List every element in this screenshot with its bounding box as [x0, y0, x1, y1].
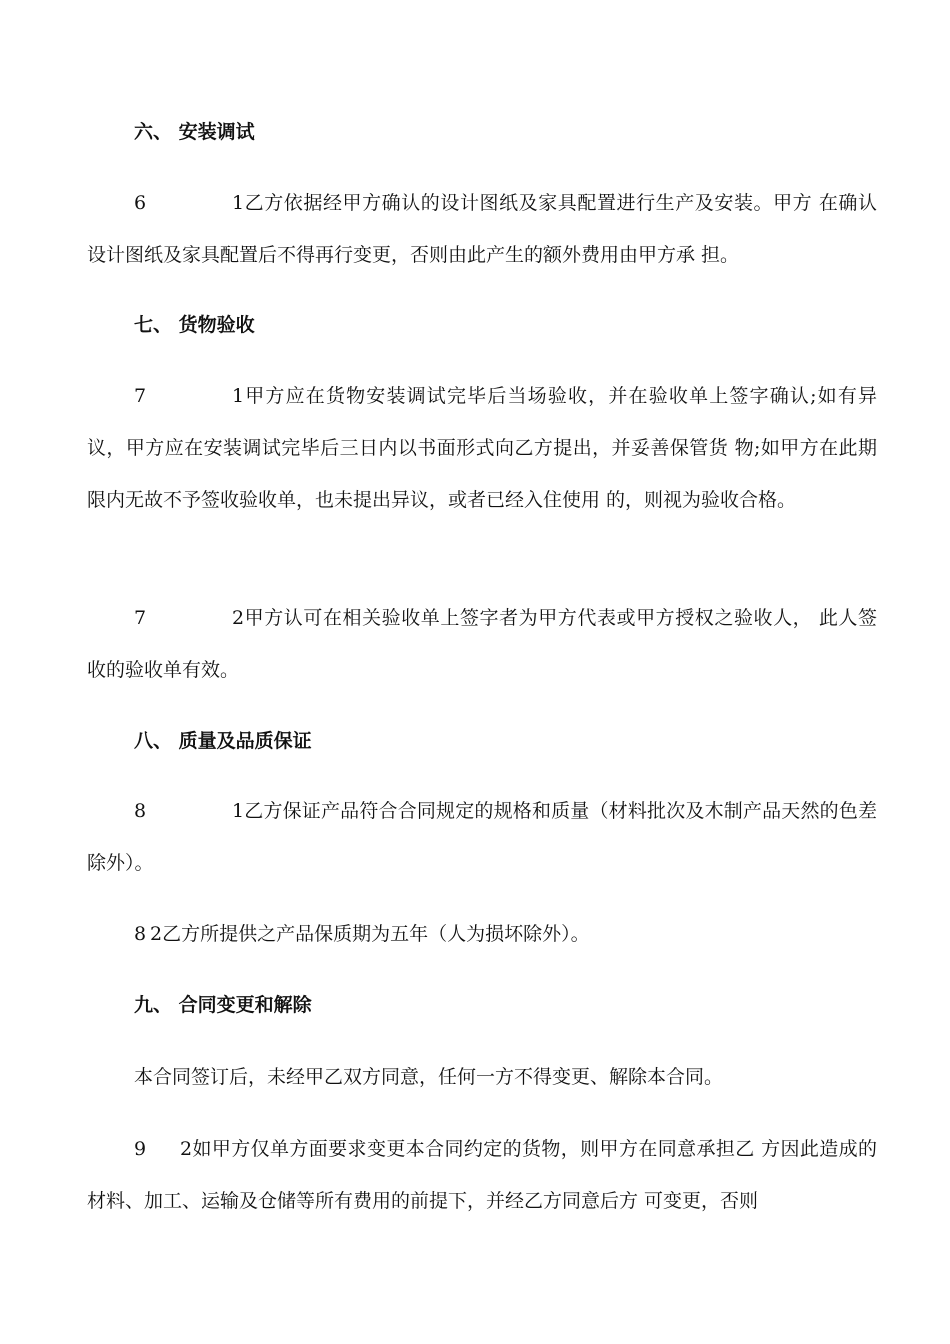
- clause-text: 2甲方认可在相关验收单上签字者为甲方代表或甲方授权之验收人， 此人签收的验收单有效。: [87, 607, 877, 681]
- clause-number: 7: [134, 607, 147, 629]
- clause-text: 1乙方保证产品符合合同规定的规格和质量（材料批次及木制产品天然的色差除外）。: [87, 800, 877, 874]
- clause-6-1: [87, 177, 877, 281]
- clause-9-1: [87, 1051, 877, 1103]
- clause-text: 2乙方所提供之产品保质期为五年（人为损坏除外）。: [150, 923, 590, 945]
- clause-9-2: [87, 1123, 877, 1227]
- clause-7-2: [87, 592, 877, 696]
- clause-number: 9: [134, 1138, 147, 1160]
- section-heading-installation: 六、 安装调试: [134, 121, 255, 143]
- clause-text: 1乙方依据经甲方确认的设计图纸及家具配置进行生产及安装。甲方 在确认设计图纸及家具配置后不得再行变更，否则由此产生的额外费用由甲方承 担。: [87, 192, 877, 266]
- section-heading-acceptance: 七、 货物验收: [134, 314, 255, 336]
- clause-number: 8: [134, 800, 147, 822]
- clause-7-1: [87, 370, 877, 526]
- section-heading-change: 九、 合同变更和解除: [134, 994, 312, 1016]
- section-heading-quality: 八、 质量及品质保证: [134, 730, 312, 752]
- clause-number: 7: [134, 385, 147, 407]
- clause-8-2: [87, 908, 877, 960]
- clause-number: 6: [134, 192, 147, 214]
- clause-text: 2如甲方仅单方面要求变更本合同约定的货物，则甲方在同意承担乙 方因此造成的材料、加工、运输及仓储等所有费用的前提下，并经乙方同意后方 可变更，否则: [87, 1138, 877, 1212]
- clause-text: 1甲方应在货物安装调试完毕后当场验收，并在验收单上签字确认;如有异议，甲方应在安装调试完毕后三日内以书面形式向乙方提出，并妥善保管货 物;如甲方在此期限内无故不予签收验收单，也未提出异议，或者已经入住使用 的，则视为验收合格。: [87, 385, 877, 511]
- clause-8-1: [87, 785, 877, 889]
- clause-text: 本合同签订后，未经甲乙双方同意，任何一方不得变更、解除本合同。: [134, 1066, 724, 1088]
- clause-number: 8: [134, 923, 147, 945]
